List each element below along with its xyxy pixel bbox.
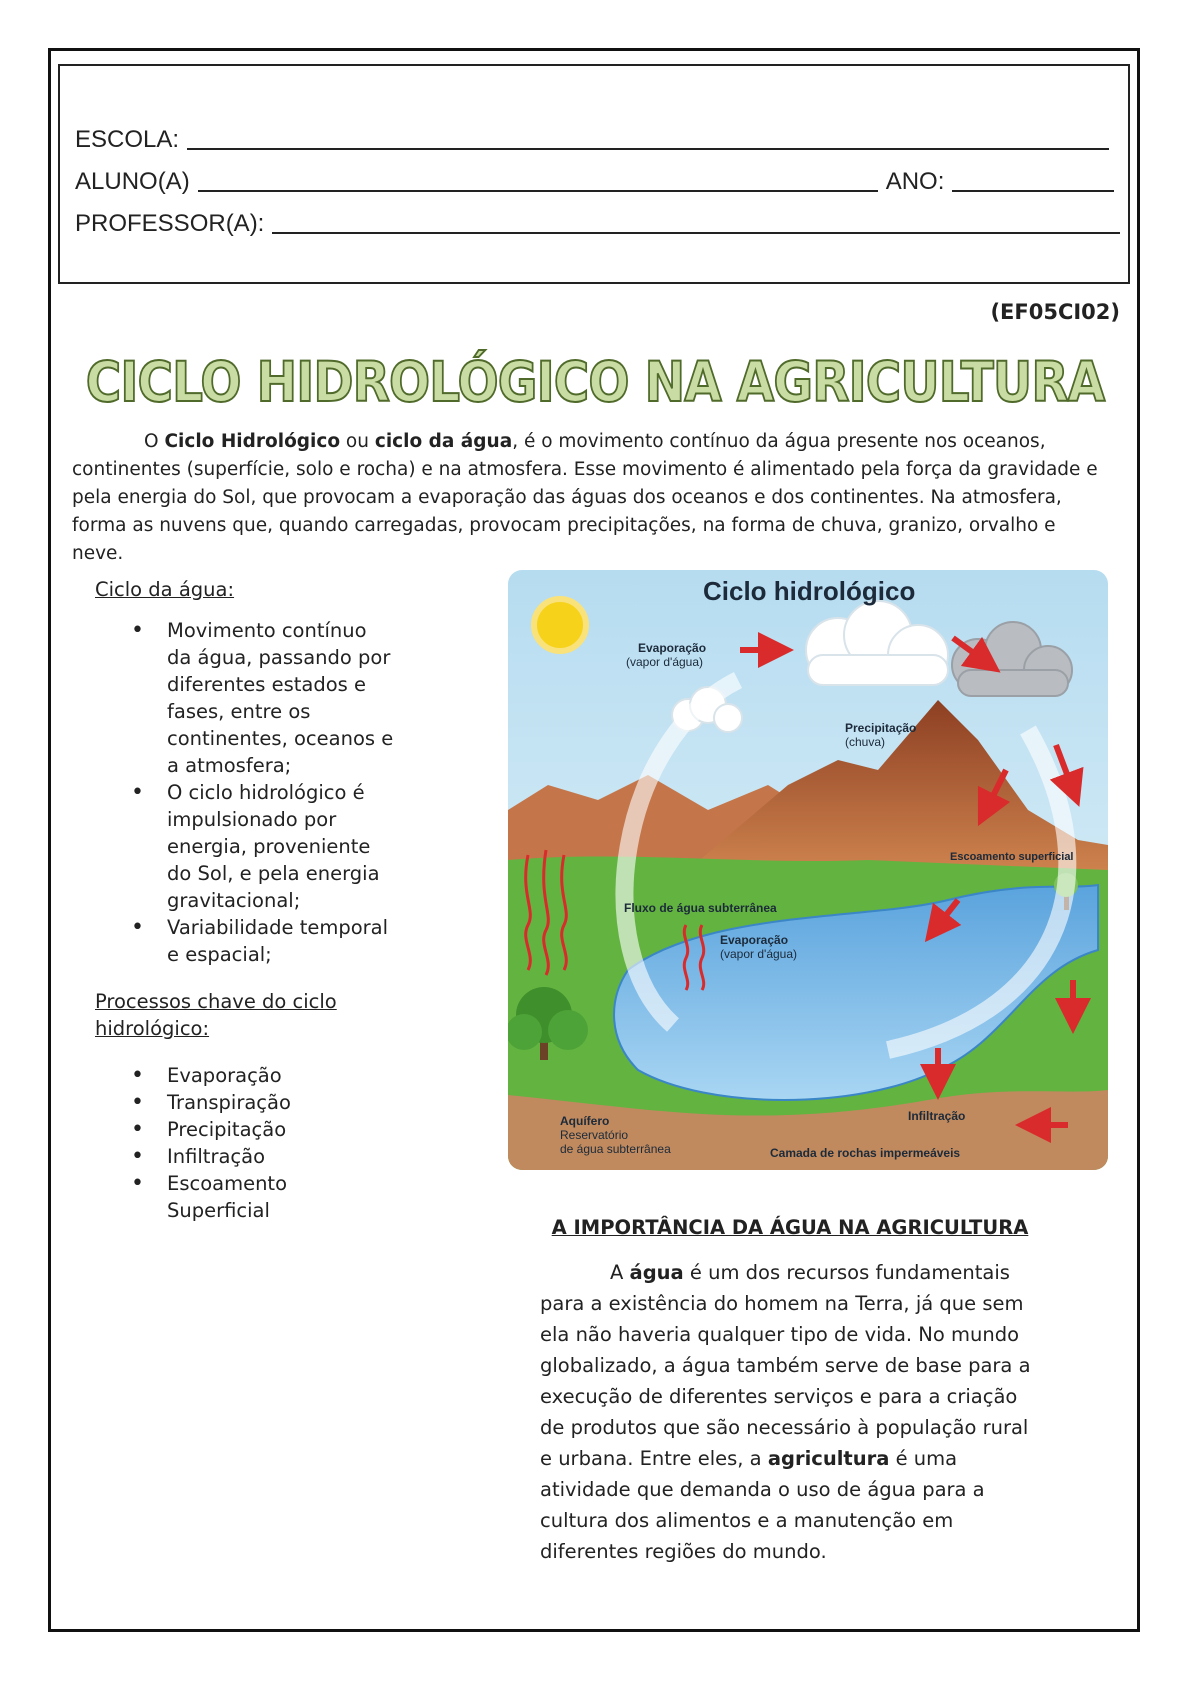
teacher-line — [75, 210, 1120, 238]
intro-term-water-cycle: ciclo da água — [374, 431, 513, 452]
water-cycle-diagram — [508, 570, 1108, 1170]
diagram-title: Ciclo hidrológico — [703, 576, 916, 606]
list-item: • O ciclo hidrológico é impulsionado por energia, proveniente do Sol, e pela energia gravitacional; — [167, 779, 395, 914]
student-field[interactable] — [198, 190, 878, 192]
article-paragraph — [540, 1257, 1040, 1567]
left-column — [95, 576, 395, 1224]
label-precipitation: Precipitação — [845, 721, 917, 735]
student-line — [75, 168, 1114, 196]
article-term-water: água — [629, 1261, 684, 1284]
diagram-illustration — [508, 570, 1108, 1170]
teacher-field[interactable] — [272, 232, 1120, 234]
student-label: ALUNO(A) — [75, 168, 190, 195]
label-rock-layer: Camada de rochas impermeáveis — [770, 1146, 961, 1160]
cycle-list — [95, 617, 395, 968]
article-rest: é uma atividade que demanda o uso de água para a cultura dos alimentos e a manutenção em diferentes regiões do mundo. — [540, 1447, 985, 1563]
intro-lead: O — [144, 431, 165, 452]
article-lead: A — [610, 1261, 630, 1284]
article-heading: A IMPORTÂNCIA DA ÁGUA NA AGRICULTURA — [551, 1216, 1029, 1239]
intro-paragraph — [72, 428, 1110, 568]
label-evaporation-top: Evaporação — [638, 641, 707, 655]
label-infiltration: Infiltração — [908, 1109, 966, 1123]
list-item: • Variabilidade temporal e espacial; — [167, 914, 395, 968]
intro-term-cycle: Ciclo Hidrológico — [164, 431, 341, 452]
list-item: • Evaporação — [167, 1062, 395, 1089]
label-reservoir-1: Reservatório — [560, 1128, 629, 1142]
list-item: • Movimento contínuo da água, passando por diferentes estados e fases, entre os continentes, oceanos e a atmosfera; — [167, 617, 395, 779]
year-label: ANO: — [885, 168, 945, 195]
article-mid: é um dos recursos fundamentais para a existência do homem na Terra, já que sem ela não haveria qualquer tipo de vida. No mundo globalizado, a água também serve de base para a execução de diferentes serviços e para a criação de produtos que são necessário à população rural e urbana. Entre eles, a — [540, 1261, 1031, 1470]
page-title: CICLO HIDROLÓGICO NA AGRICULTURA — [85, 350, 1105, 414]
school-line — [75, 126, 1109, 154]
intro-rest: , é o movimento contínuo da água presente nos oceanos, continentes (superfície, solo e rocha) e na atmosfera. Esse movimento é alimentado pela força da gravidade e pela energia do Sol, que provocam a evaporação das águas dos oceanos e dos continentes. Na atmosfera, forma as nuvens que, quando carregadas, provocam precipitações, na forma de chuva, granizo, orvalho e neve. — [72, 431, 1098, 564]
agriculture-article — [540, 1212, 1040, 1567]
school-label: ESCOLA: — [75, 126, 180, 153]
list-item: • Transpiração — [167, 1089, 395, 1116]
label-vapor-top: (vapor d'água) — [626, 655, 704, 669]
teacher-label: PROFESSOR(A): — [75, 210, 265, 237]
cycle-heading: Ciclo da água: — [95, 578, 235, 601]
intro-mid: ou — [340, 431, 375, 452]
list-item: • Escoamento Superficial — [167, 1170, 395, 1224]
label-runoff: Escoamento superficial — [950, 851, 1074, 863]
label-aquifer: Aquífero — [560, 1114, 610, 1128]
label-rain: (chuva) — [845, 735, 886, 749]
label-groundwater-flow: Fluxo de água subterrânea — [624, 901, 777, 915]
school-field[interactable] — [187, 148, 1109, 150]
sun-icon — [534, 599, 586, 651]
article-term-agriculture: agricultura — [767, 1447, 890, 1470]
label-reservoir-2: de água subterrânea — [560, 1142, 671, 1156]
curriculum-code: (EF05CI02) — [990, 300, 1120, 324]
label-evaporation-lake: Evaporação — [720, 933, 789, 947]
processes-heading: Processos chave do ciclo hidrológico: — [95, 990, 337, 1040]
label-vapor-lake: (vapor d'água) — [720, 947, 798, 961]
list-item: • Infiltração — [167, 1143, 395, 1170]
year-field[interactable] — [952, 190, 1114, 192]
list-item: • Precipitação — [167, 1116, 395, 1143]
process-list — [95, 1062, 395, 1224]
